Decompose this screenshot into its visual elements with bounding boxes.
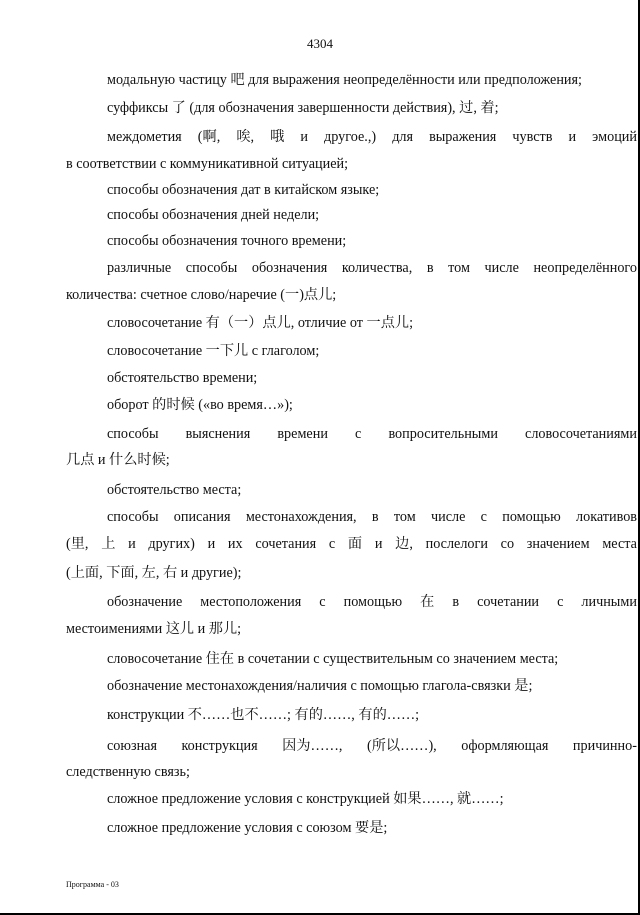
word: со [500, 536, 515, 552]
text-line: (上面, 下面, 左, 右 и другие); [66, 565, 242, 581]
word: числе [484, 260, 519, 276]
word: 面 [347, 536, 363, 552]
text-line: модальную частицу 吧 для выражения неопределённости или предположения; [107, 72, 582, 88]
word: описания [173, 509, 231, 525]
word: в [371, 509, 379, 525]
word: том [448, 260, 470, 276]
word: причинно- [572, 738, 637, 754]
text-line: местоимениями 这儿 и 那儿; [66, 621, 242, 637]
text-line: обстоятельство места; [107, 482, 242, 498]
text-line: способы обозначения дней недели; [107, 207, 320, 223]
text-line: в соответствии с коммуникативной ситуацией; [66, 156, 349, 172]
text-line-justified [107, 593, 637, 611]
word: другое.,) [324, 129, 377, 145]
text-line: количества: счетное слово/наречие (一)点儿; [66, 287, 337, 303]
text-line-justified [66, 535, 637, 553]
word: сочетании [477, 594, 540, 610]
text-line-justified [107, 425, 637, 443]
text-line: конструкции 不……也不……; 有的……, 有的……; [107, 707, 420, 723]
word: послелоги [425, 536, 488, 552]
word: 因为……, [282, 738, 343, 754]
word: 哦 [270, 129, 285, 145]
text-line: словосочетание 住在 в сочетании с существительным со значением места; [107, 651, 559, 667]
word: в [452, 594, 460, 610]
word: выражения [429, 129, 497, 145]
word: для [392, 129, 414, 145]
word: и [207, 536, 216, 552]
word: местонахождения, [245, 509, 357, 525]
word: междометия [107, 129, 182, 145]
word: локативов [576, 509, 637, 525]
word: и [568, 129, 577, 145]
text-line-justified [107, 737, 637, 755]
word: с [480, 509, 487, 525]
word: и [374, 536, 383, 552]
text-line: суффиксы 了 (для обозначения завершенности действия), 过, 着; [107, 100, 499, 116]
word: других) [148, 536, 195, 552]
word: 上 [101, 536, 116, 552]
word: обозначение [107, 594, 183, 610]
word: помощью [343, 594, 403, 610]
word: обозначения [251, 260, 328, 276]
word: (里, [66, 536, 89, 552]
word: (所以……), [366, 738, 437, 754]
word: 边, [395, 536, 413, 552]
word: способы [107, 426, 159, 442]
text-line: оборот 的时候 («во время…»); [107, 397, 293, 413]
word: и [300, 129, 308, 145]
text-line-justified [107, 128, 637, 146]
word: способы [107, 509, 159, 525]
word: 唉, [236, 129, 255, 145]
word: выяснения [185, 426, 251, 442]
word: места [602, 536, 637, 552]
word: с [319, 594, 326, 610]
text-line: словосочетание 一下儿 с глаголом; [107, 343, 320, 359]
word: способы [185, 260, 238, 276]
word: их [227, 536, 243, 552]
text-line: обозначение местонахождения/наличия с помощью глагола-связки 是; [107, 678, 533, 694]
word: личными [581, 594, 637, 610]
text-line: следственную связь; [66, 764, 190, 780]
word: том [393, 509, 416, 525]
word: с [328, 536, 336, 552]
word: с [557, 594, 564, 610]
word: оформляющая [461, 738, 549, 754]
word: помощью [502, 509, 561, 525]
word: (啊, [197, 129, 221, 145]
word: местоположения [200, 594, 302, 610]
word: количества, [341, 260, 413, 276]
text-line-justified [107, 508, 637, 526]
text-line: сложное предложение условия с конструкцией 如果……, 就……; [107, 791, 504, 807]
footer-label: Программа - 03 [66, 880, 119, 889]
page-number: 4304 [307, 36, 333, 51]
text-line: обстоятельство времени; [107, 370, 258, 386]
word: вопросительными [388, 426, 498, 442]
word: различные [107, 260, 172, 276]
word: значением [526, 536, 590, 552]
word: с [355, 426, 362, 442]
word: союзная [107, 738, 158, 754]
word: и [128, 536, 136, 552]
word: 在 [420, 594, 435, 610]
text-line: способы обозначения точного времени; [107, 233, 347, 249]
text-line: 几点 и 什么时候; [66, 452, 170, 468]
text-line: словосочетание 有（一）点儿, отличие от 一点儿; [107, 315, 414, 331]
word: чувств [512, 129, 553, 145]
word: времени [277, 426, 328, 442]
word: эмоций [592, 129, 637, 145]
word: числе [430, 509, 466, 525]
text-line: способы обозначения дат в китайском языке; [107, 182, 380, 198]
text-line: сложное предложение условия с союзом 要是; [107, 820, 388, 836]
word: в [426, 260, 434, 276]
word: неопределённого [533, 260, 637, 276]
word: конструкция [181, 738, 258, 754]
word: сочетания [255, 536, 317, 552]
word: словосочетаниями [525, 426, 637, 442]
text-line-justified [107, 259, 637, 277]
